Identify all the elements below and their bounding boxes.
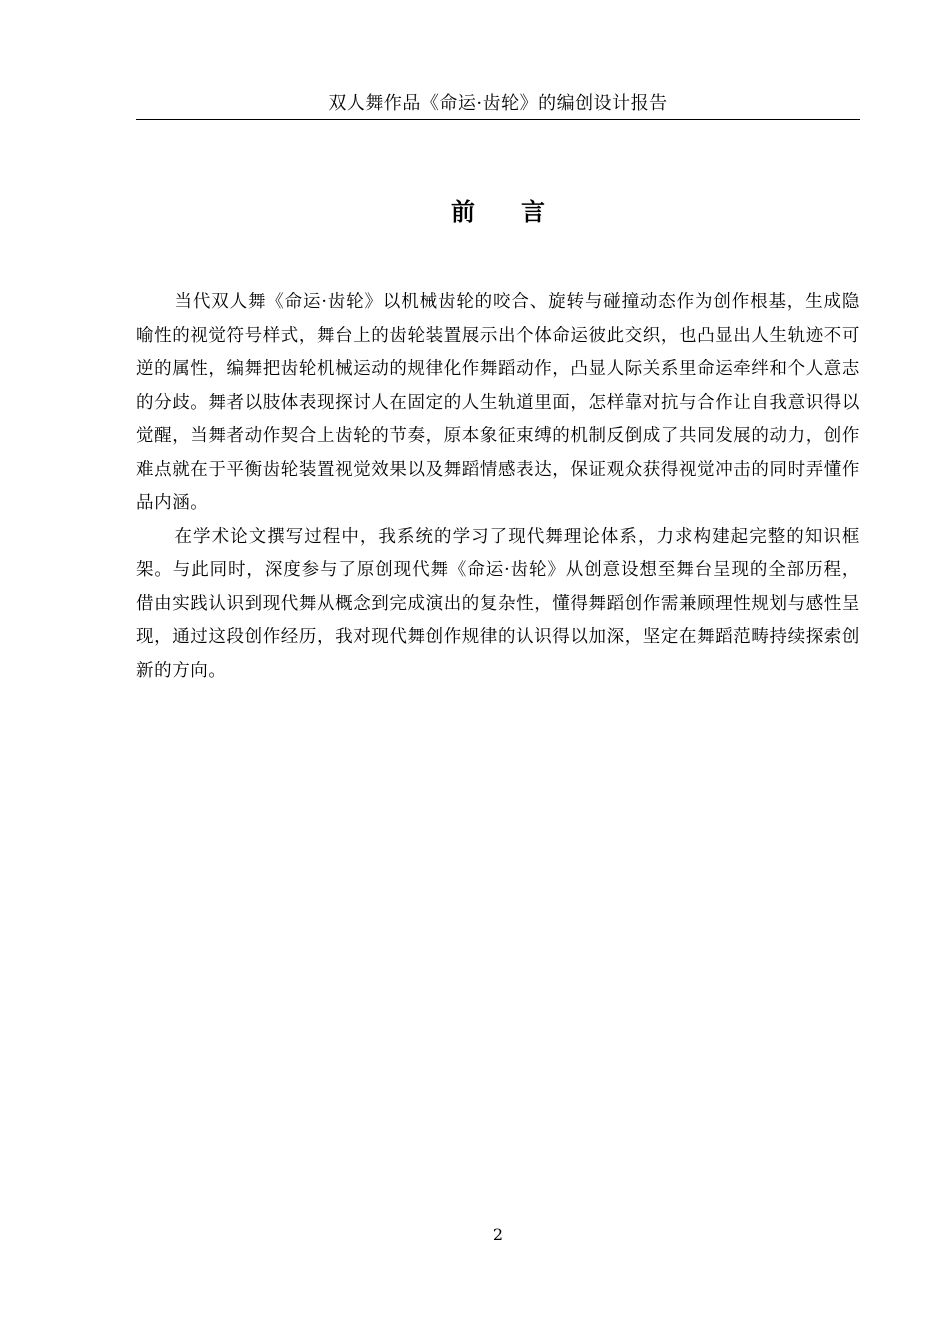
paragraph-2: 在学术论文撰写过程中，我系统的学习了现代舞理论体系，力求构建起完整的知识框架。与此同时，深度参与了原创现代舞《命运·齿轮》从创意设想至舞台呈现的全部历程，借由实践认识到现代舞从概念到完成演出的复杂性，懂得舞蹈创作需兼顾理性规划与感性呈现，通过这段创作经历，我对现代舞创作规律的认识得以加深，坚定在舞蹈范畴持续探索创新的方向。 — [136, 526, 860, 681]
body-text — [136, 286, 860, 688]
running-header: 双人舞作品《命运·齿轮》的编创设计报告 — [328, 93, 668, 114]
section-title-char-2: 言 — [521, 197, 545, 226]
paragraph-1: 当代双人舞《命运·齿轮》以机械齿轮的咬合、旋转与碰撞动态作为创作根基，生成隐喻性的视觉符号样式，舞台上的齿轮装置展示出个体命运彼此交织，也凸显出人生轨迹不可逆的属性，编舞把齿轮机械运动的规律化作舞蹈动作，凸显人际关系里命运牵绊和个人意志的分歧。舞者以肢体表现探讨人在固定的人生轨道里面，怎样靠对抗与合作让自我意识得以觉醒，当舞者动作契合上齿轮的节奏，原本象征束缚的机制反倒成了共同发展的动力，创作难点就在于平衡齿轮装置视觉效果以及舞蹈情感表达，保证观众获得视觉冲击的同时弄懂作品内涵。 — [136, 292, 860, 513]
header-rule — [136, 119, 860, 120]
section-title — [136, 196, 860, 228]
page-number: 2 — [492, 1225, 504, 1244]
section-title-char-1: 前 — [451, 197, 475, 226]
